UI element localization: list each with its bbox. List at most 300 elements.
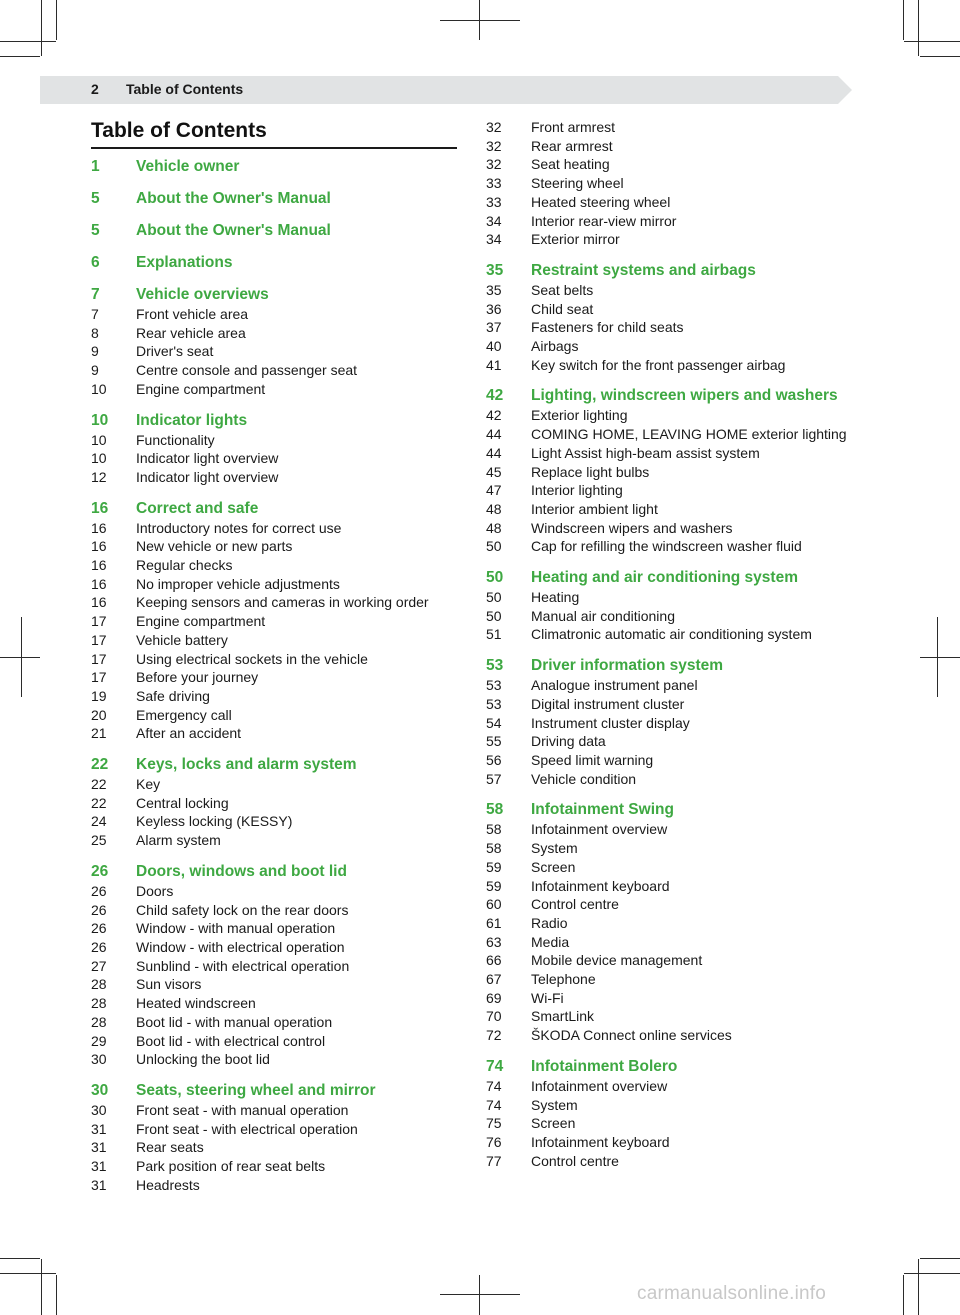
toc-entry[interactable] (91, 593, 461, 612)
toc-entry-title: Interior lighting (531, 482, 623, 499)
toc-entry-title: Heated windscreen (136, 995, 256, 1012)
toc-page-number: 28 (91, 1013, 107, 1030)
toc-entry-title: Front vehicle area (136, 306, 249, 322)
toc-entry-title: Exterior lighting (531, 407, 628, 424)
toc-page-number: 33 (486, 193, 502, 210)
toc-entry-title: Fasteners for child seats (531, 319, 684, 336)
toc-page-number: 21 (91, 725, 107, 742)
toc-entry-title: Explanations (136, 254, 233, 271)
toc-entry-title: Heating and air conditioning system (531, 569, 798, 587)
toc-page-number: 7 (91, 286, 100, 303)
toc-page-number: 24 (91, 813, 107, 830)
toc-entry-title: Manual air conditioning (531, 607, 675, 624)
toc-entry[interactable] (486, 877, 856, 896)
toc-page-number: 57 (486, 770, 502, 787)
toc-entry-title: System (531, 1096, 578, 1113)
toc-chapter-entry[interactable] (91, 221, 461, 241)
toc-entry[interactable] (91, 556, 461, 575)
toc-entry[interactable] (486, 858, 856, 877)
toc-entry-title: About the Owner's Manual (136, 222, 331, 239)
toc-entry-title: Windscreen wipers and washers (531, 519, 733, 536)
toc-entry-title: Keeping sensors and cameras in working order (136, 594, 429, 611)
toc-page-number: 53 (486, 695, 502, 712)
toc-page-number: 50 (486, 569, 504, 587)
toc-page-number: 48 (486, 500, 502, 517)
toc-chapter-entry[interactable] (486, 656, 856, 676)
toc-page-number: 74 (486, 1096, 502, 1113)
toc-entry-title: Window - with manual operation (136, 920, 336, 937)
toc-entry-title: Using electrical sockets in the vehicle (136, 650, 368, 667)
toc-entry-title: Regular checks (136, 557, 233, 574)
toc-page-number: 74 (486, 1077, 502, 1094)
toc-entry-title: Sunblind - with electrical operation (136, 957, 350, 974)
toc-page-number: 53 (486, 677, 502, 694)
toc-page-number: 17 (91, 613, 107, 630)
toc-page-number: 35 (486, 261, 504, 279)
toc-entry[interactable] (486, 1133, 856, 1152)
toc-page-number: 8 (91, 324, 99, 341)
toc-entry-title: Control centre (531, 1152, 619, 1169)
toc-page-number: 42 (486, 387, 504, 405)
toc-entry-title: Wi-Fi (531, 989, 564, 1006)
toc-entry-title: Analogue instrument panel (531, 677, 698, 694)
toc-entry[interactable] (486, 230, 856, 249)
toc-page-number: 31 (91, 1139, 107, 1156)
toc-page-number: 45 (486, 463, 502, 480)
toc-entry-title: Infotainment Bolero (531, 1057, 678, 1075)
toc-page-number: 74 (486, 1057, 504, 1075)
toc-page-number: 44 (486, 426, 502, 443)
toc-entry-title: Indicator light overview (136, 468, 279, 485)
toc-page-number: 33 (486, 175, 502, 192)
toc-entry-title: Rear vehicle area (136, 324, 246, 341)
toc-entry[interactable] (486, 820, 856, 839)
toc-entry[interactable] (486, 933, 856, 952)
toc-entry-title: Centre console and passenger seat (136, 362, 358, 379)
toc-entry-title: Key switch for the front passenger airbag (531, 356, 786, 373)
toc-page-number: 59 (486, 858, 502, 875)
toc-page-number: 31 (91, 1120, 107, 1137)
toc-entry[interactable] (91, 724, 461, 743)
toc-entry-title: SmartLink (531, 1008, 595, 1025)
toc-page-number: 22 (91, 794, 107, 811)
toc-page-number: 30 (91, 1051, 107, 1068)
toc-entry[interactable] (91, 882, 461, 901)
page-title: Table of Contents (91, 119, 267, 142)
toc-entry-title: Telephone (531, 971, 596, 988)
toc-entry-title: System (531, 840, 578, 857)
toc-entry-title: Heated steering wheel (531, 193, 671, 210)
toc-page-number: 28 (91, 976, 107, 993)
toc-entry[interactable] (91, 994, 461, 1013)
toc-chapter-entry[interactable] (486, 568, 856, 588)
toc-entry-title: Keyless locking (KESSY) (136, 813, 293, 830)
toc-page-number: 32 (486, 156, 502, 173)
toc-page-number: 9 (91, 343, 99, 360)
toc-entry[interactable] (486, 895, 856, 914)
toc-page-number: 53 (486, 657, 504, 675)
toc-entry[interactable] (91, 794, 461, 813)
toc-page-number: 6 (91, 254, 100, 271)
toc-entry-title: Seats, steering wheel and mirror (136, 1081, 376, 1099)
toc-page-number: 50 (486, 589, 502, 606)
toc-page-number: 70 (486, 1008, 502, 1025)
toc-page-number: 26 (91, 901, 107, 918)
toc-entry-title: Unlocking the boot lid (136, 1051, 270, 1068)
toc-chapter-entry[interactable] (486, 1057, 856, 1077)
toc-chapter-entry[interactable] (486, 800, 856, 820)
toc-page-number: 30 (91, 1081, 109, 1099)
toc-entry-title: Functionality (136, 431, 215, 448)
toc-entry[interactable] (91, 519, 461, 538)
toc-entry[interactable] (486, 137, 856, 156)
toc-entry-title: No improper vehicle adjustments (136, 575, 340, 592)
toc-entry[interactable] (91, 575, 461, 594)
toc-entry[interactable] (91, 342, 461, 361)
toc-entry-title: Indicator lights (136, 411, 248, 429)
toc-page-number: 16 (91, 499, 109, 517)
toc-page-number: 10 (91, 431, 107, 448)
toc-chapter-entry[interactable] (486, 386, 856, 406)
toc-entry-title: Speed limit warning (531, 751, 654, 768)
toc-chapter-entry[interactable] (91, 1081, 461, 1101)
toc-entry[interactable] (486, 1077, 856, 1096)
toc-entry[interactable] (91, 901, 461, 920)
toc-page-number: 17 (91, 650, 107, 667)
toc-page-number: 59 (486, 877, 502, 894)
toc-page-number: 26 (91, 938, 107, 955)
toc-page-number: 47 (486, 482, 502, 499)
toc-entry[interactable] (486, 970, 856, 989)
toc-page-number: 26 (91, 862, 109, 880)
toc-page-number: 34 (486, 231, 502, 248)
toc-entry[interactable] (486, 751, 856, 770)
toc-page-number: 16 (91, 557, 107, 574)
toc-page-number: 61 (486, 914, 502, 931)
toc-entry[interactable] (486, 118, 856, 137)
toc-entry-title: Heating (531, 589, 580, 606)
toc-page-number: 26 (91, 882, 107, 899)
toc-entry-title: Driver's seat (136, 343, 214, 360)
toc-page-number: 75 (486, 1115, 502, 1132)
toc-entry-title: Lighting, windscreen wipers and washers (531, 387, 838, 405)
toc-page-number: 69 (486, 989, 502, 1006)
toc-chapter-entry[interactable] (91, 285, 461, 305)
toc-entry[interactable] (91, 650, 461, 669)
toc-chapter-entry[interactable] (91, 862, 461, 882)
toc-page-number: 9 (91, 362, 99, 379)
toc-chapter-entry[interactable] (486, 261, 856, 281)
toc-page-number: 66 (486, 952, 502, 969)
toc-entry-title: Keys, locks and alarm system (136, 756, 357, 774)
toc-entry[interactable] (91, 324, 461, 343)
toc-entry[interactable] (486, 500, 856, 519)
toc-entry-title: Indicator light overview (136, 450, 279, 467)
toc-chapter-entry[interactable] (91, 157, 461, 177)
toc-entry-title: Vehicle overviews (136, 286, 269, 303)
toc-entry[interactable] (486, 607, 856, 626)
toc-page-number: 1 (91, 158, 100, 175)
toc-entry-title: Infotainment keyboard (531, 877, 670, 894)
toc-chapter-entry[interactable] (91, 189, 461, 209)
toc-page-number: 32 (486, 137, 502, 154)
toc-entry-title: Emergency call (136, 706, 232, 723)
toc-entry[interactable] (91, 975, 461, 994)
toc-entry[interactable] (486, 356, 856, 375)
toc-entry-title: Rear armrest (531, 137, 613, 154)
toc-page-number: 16 (91, 538, 107, 555)
toc-entry[interactable] (91, 612, 461, 631)
toc-entry[interactable] (486, 714, 856, 733)
toc-entry-title: Restraint systems and airbags (531, 261, 756, 279)
toc-entry-title: Vehicle owner (136, 158, 240, 175)
toc-page-number: 48 (486, 519, 502, 536)
toc-page-number: 5 (91, 222, 100, 239)
toc-entry[interactable] (91, 1013, 461, 1032)
toc-entry[interactable] (486, 537, 856, 556)
toc-entry-title: Child seat (531, 300, 594, 317)
toc-chapter-entry[interactable] (91, 411, 461, 431)
toc-entry[interactable] (91, 361, 461, 380)
toc-page-number: 58 (486, 801, 504, 819)
toc-page-number: 42 (486, 407, 502, 424)
toc-page-number: 32 (486, 119, 502, 135)
toc-page-number: 27 (91, 957, 107, 974)
toc-entry[interactable] (91, 1176, 461, 1195)
toc-page-number: 22 (91, 756, 109, 774)
toc-entry[interactable] (91, 1120, 461, 1139)
toc-chapter-entry[interactable] (91, 755, 461, 775)
toc-page-number: 44 (486, 444, 502, 461)
toc-page-number: 10 (91, 380, 107, 397)
toc-entry-title: Engine compartment (136, 380, 266, 397)
toc-entry-title: Cap for refilling the windscreen washer fluid (531, 538, 802, 555)
toc-entry[interactable] (486, 406, 856, 425)
toc-page-number: 22 (91, 776, 107, 793)
toc-page-number: 50 (486, 538, 502, 555)
toc-entry-title: Seat belts (531, 281, 594, 298)
toc-page-number: 20 (91, 706, 107, 723)
toc-page-number: 16 (91, 594, 107, 611)
toc-chapter-entry[interactable] (91, 499, 461, 519)
toc-page-number: 17 (91, 631, 107, 648)
toc-entry-title: Before your journey (136, 669, 259, 686)
toc-entry[interactable] (91, 1101, 461, 1120)
toc-entry[interactable] (91, 919, 461, 938)
toc-entry[interactable] (486, 951, 856, 970)
toc-entry-title: Light Assist high-beam assist system (531, 444, 760, 461)
toc-entry-title: Introductory notes for correct use (136, 519, 342, 536)
toc-entry[interactable] (486, 155, 856, 174)
toc-entry-title: Boot lid - with electrical control (136, 1032, 326, 1049)
toc-entry[interactable] (486, 212, 856, 231)
toc-page-number: 40 (486, 338, 502, 355)
toc-entry[interactable] (486, 174, 856, 193)
toc-entry[interactable] (91, 631, 461, 650)
toc-entry-title: After an accident (136, 725, 242, 742)
toc-entry[interactable] (486, 1096, 856, 1115)
toc-entry-title: Boot lid - with manual operation (136, 1013, 333, 1030)
toc-page-number: 26 (91, 920, 107, 937)
toc-entry[interactable] (486, 839, 856, 858)
toc-entry[interactable] (486, 732, 856, 751)
toc-entry[interactable] (91, 380, 461, 399)
toc-entry[interactable] (486, 588, 856, 607)
toc-entry-title: Airbags (531, 338, 579, 355)
toc-column-right (486, 118, 856, 1170)
toc-entry-title: Front seat - with manual operation (136, 1101, 349, 1118)
toc-entry[interactable] (486, 318, 856, 337)
toc-entry[interactable] (91, 938, 461, 957)
toc-page-number: 55 (486, 733, 502, 750)
toc-page-number: 36 (486, 300, 502, 317)
toc-page-number: 50 (486, 607, 502, 624)
toc-chapter-entry[interactable] (91, 253, 461, 273)
toc-page-number: 41 (486, 356, 502, 373)
title-rule (91, 147, 457, 149)
toc-entry[interactable] (486, 463, 856, 482)
toc-entry-title: Correct and safe (136, 499, 259, 517)
toc-entry[interactable] (91, 831, 461, 850)
toc-entry[interactable] (486, 281, 856, 300)
toc-entry-title: Interior ambient light (531, 500, 658, 517)
toc-entry-title: Screen (531, 1115, 576, 1132)
toc-entry[interactable] (486, 425, 856, 444)
header-title: Table of Contents (126, 81, 244, 97)
toc-entry[interactable] (486, 193, 856, 212)
toc-page-number: 67 (486, 971, 502, 988)
toc-page-number: 12 (91, 468, 107, 485)
toc-entry-title: Mobile device management (531, 952, 703, 969)
toc-entry[interactable] (91, 687, 461, 706)
toc-page-number: 25 (91, 832, 107, 849)
toc-entry[interactable] (486, 481, 856, 500)
toc-entry[interactable] (486, 1114, 856, 1133)
toc-entry[interactable] (486, 914, 856, 933)
toc-page-number: 31 (91, 1176, 107, 1193)
toc-entry-title: COMING HOME, LEAVING HOME exterior lighting (531, 426, 847, 443)
toc-entry-title: Engine compartment (136, 613, 266, 630)
toc-entry-title: Sun visors (136, 976, 202, 993)
toc-page-number: 10 (91, 411, 109, 429)
toc-page-number: 16 (91, 519, 107, 536)
toc-entry[interactable] (486, 1007, 856, 1026)
toc-entry-title: Window - with electrical operation (136, 938, 345, 955)
toc-page-number: 29 (91, 1032, 107, 1049)
toc-page-number: 31 (91, 1158, 107, 1175)
toc-entry-title: Seat heating (531, 156, 610, 173)
toc-entry[interactable] (486, 695, 856, 714)
toc-entry-title: Media (531, 933, 570, 950)
toc-entry-title: Key (136, 776, 161, 793)
toc-entry-title: Doors, windows and boot lid (136, 862, 347, 880)
toc-entry[interactable] (91, 706, 461, 725)
toc-entry[interactable] (91, 468, 461, 487)
toc-entry[interactable] (91, 668, 461, 687)
toc-page-number: 72 (486, 1027, 502, 1044)
toc-entry-title: Digital instrument cluster (531, 695, 685, 712)
toc-entry[interactable] (486, 625, 856, 644)
toc-entry-title: Infotainment keyboard (531, 1133, 670, 1150)
toc-entry[interactable] (91, 1157, 461, 1176)
toc-page-number: 10 (91, 450, 107, 467)
toc-entry-title: New vehicle or new parts (136, 538, 293, 555)
toc-page-number: 54 (486, 714, 502, 731)
toc-page-number: 51 (486, 626, 502, 643)
toc-entry-title: Rear seats (136, 1139, 204, 1156)
toc-page-number: 7 (91, 306, 99, 322)
toc-entry-title: Instrument cluster display (531, 714, 690, 731)
toc-page-number: 63 (486, 933, 502, 950)
toc-page-number: 16 (91, 575, 107, 592)
toc-entry[interactable] (486, 1026, 856, 1045)
toc-page-number: 58 (486, 821, 502, 838)
toc-entry-title: Replace light bulbs (531, 463, 650, 480)
toc-page-number: 37 (486, 319, 502, 336)
toc-entry-title: About the Owner's Manual (136, 190, 331, 207)
toc-page-number: 56 (486, 751, 502, 768)
toc-entry[interactable] (486, 676, 856, 695)
toc-entry[interactable] (91, 431, 461, 450)
toc-entry-title: Infotainment Swing (531, 801, 674, 819)
toc-page-number: 28 (91, 995, 107, 1012)
toc-entry-title: Infotainment overview (531, 1077, 668, 1094)
toc-entry-title: Alarm system (136, 832, 221, 849)
toc-entry-title: Doors (136, 882, 174, 899)
toc-column-left (91, 157, 461, 1194)
toc-page-number: 60 (486, 896, 502, 913)
page-number: 2 (91, 81, 99, 97)
toc-entry[interactable] (91, 812, 461, 831)
toc-entry-title: Interior rear-view mirror (531, 212, 677, 229)
toc-entry[interactable] (91, 1138, 461, 1157)
toc-entry-title: Infotainment overview (531, 821, 668, 838)
toc-page-number: 77 (486, 1152, 502, 1169)
toc-entry-title: Child safety lock on the rear doors (136, 901, 349, 918)
toc-entry-title: Front armrest (531, 119, 616, 135)
toc-entry[interactable] (91, 957, 461, 976)
toc-entry-title: Steering wheel (531, 175, 624, 192)
toc-page-number: 19 (91, 687, 107, 704)
toc-entry[interactable] (91, 1050, 461, 1069)
toc-entry-title: ŠKODA Connect online services (531, 1027, 732, 1044)
toc-entry-title: Central locking (136, 794, 229, 811)
toc-page-number: 58 (486, 840, 502, 857)
toc-entry-title: Exterior mirror (531, 231, 620, 248)
toc-entry-title: Driving data (531, 733, 606, 750)
toc-entry[interactable] (91, 449, 461, 468)
toc-entry[interactable] (486, 1152, 856, 1171)
toc-page-number: 35 (486, 281, 502, 298)
toc-entry[interactable] (486, 989, 856, 1008)
toc-entry-title: Park position of rear seat belts (136, 1158, 326, 1175)
toc-entry[interactable] (486, 519, 856, 538)
toc-entry-title: Vehicle condition (531, 770, 637, 787)
toc-entry[interactable] (486, 444, 856, 463)
toc-entry[interactable] (486, 300, 856, 319)
toc-page-number: 30 (91, 1101, 107, 1118)
toc-entry[interactable] (486, 337, 856, 356)
toc-entry[interactable] (91, 305, 461, 324)
toc-entry[interactable] (91, 775, 461, 794)
header-arrow (838, 76, 852, 104)
toc-entry[interactable] (91, 537, 461, 556)
toc-page-number: 34 (486, 212, 502, 229)
toc-entry[interactable] (91, 1032, 461, 1051)
toc-entry[interactable] (486, 770, 856, 789)
toc-page-number: 76 (486, 1133, 502, 1150)
toc-page-number: 5 (91, 190, 100, 207)
